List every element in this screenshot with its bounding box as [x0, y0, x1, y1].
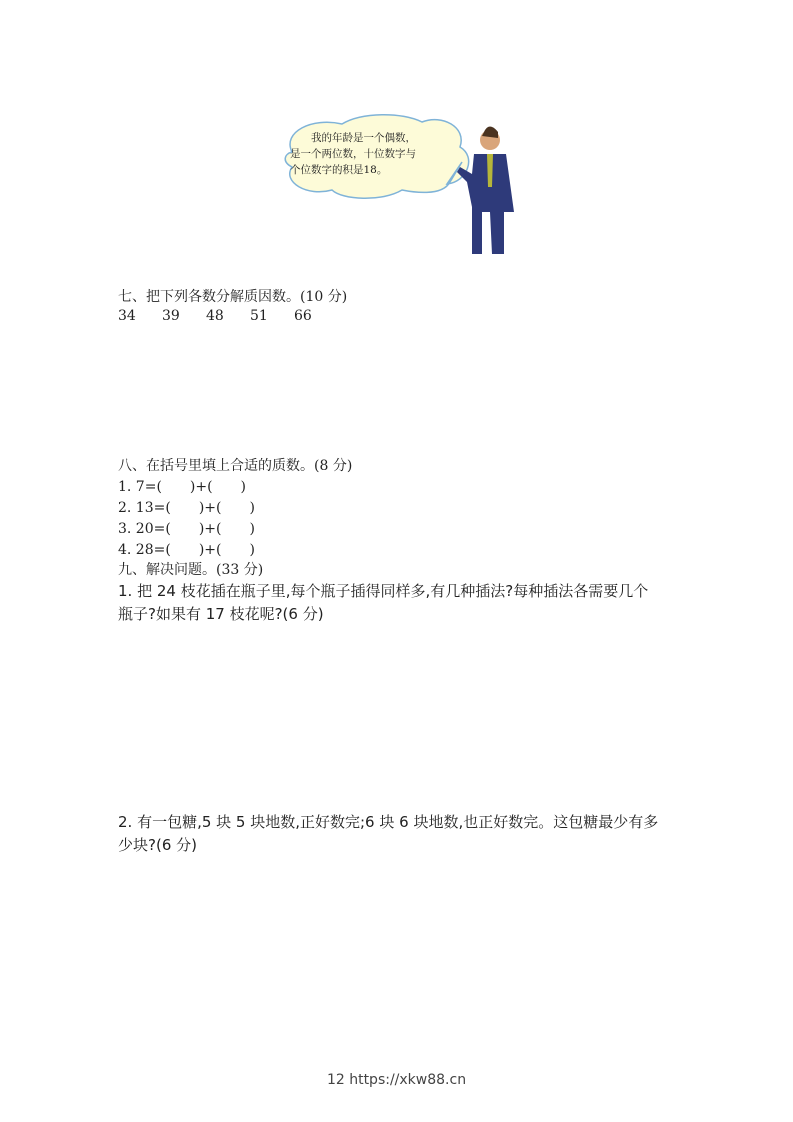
q9-problem-1-line: 1. 把 24 枝花插在瓶子里,每个瓶子插得同样多,有几种插法?每种插法各需要几个 [118, 582, 649, 600]
q8-item: 2. 13=( )+( ) [118, 500, 255, 516]
teacher-illustration [282, 112, 522, 257]
number: 48 [206, 308, 224, 324]
q8-item: 4. 28=( )+( ) [118, 542, 255, 558]
q9-problem-1-line: 瓶子?如果有 17 枝花呢?(6 分) [118, 605, 324, 623]
q8-item: 1. 7=( )+( ) [118, 479, 247, 495]
q8-item: 3. 20=( )+( ) [118, 521, 255, 537]
q7-numbers [118, 308, 338, 324]
speech-line: 是一个两位数，十位数字与 [290, 148, 416, 160]
number: 39 [162, 308, 180, 324]
speech-line: 个位数字的积是18。 [290, 164, 388, 176]
page-footer: 12 https://xkw88.cn [326, 1072, 467, 1088]
number: 51 [250, 308, 268, 324]
q9-problem-2-line: 2. 有一包糖,5 块 5 块地数,正好数完;6 块 6 块地数,也正好数完。这包糖最少有多 [118, 813, 659, 831]
q7-title: 七、把下列各数分解质因数。(10 分) [118, 289, 348, 305]
speech-line: 我的年龄是一个偶数， [290, 132, 416, 144]
q9-title: 九、解决问题。(33 分) [118, 562, 264, 578]
speech-bubble-text [290, 130, 450, 178]
q9-problem-2-line: 少块?(6 分) [118, 836, 197, 854]
number: 34 [118, 308, 136, 324]
number: 66 [294, 308, 312, 324]
q8-title: 八、在括号里填上合适的质数。(8 分) [118, 458, 353, 474]
